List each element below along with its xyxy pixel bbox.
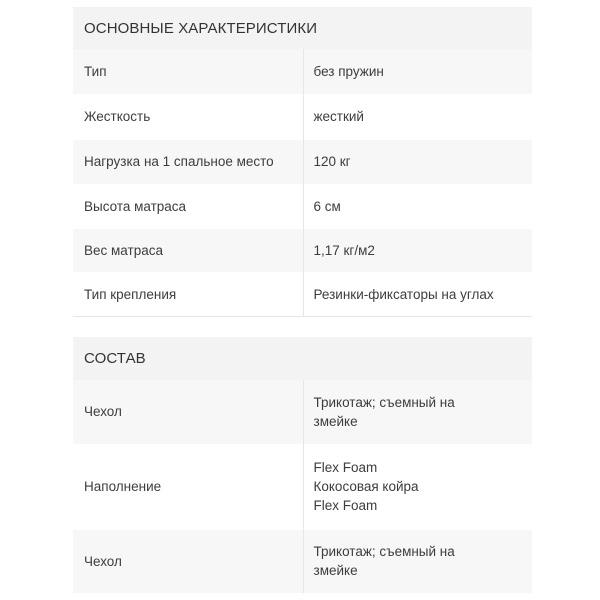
value-line: Трикотаж; съемный на (313, 544, 455, 560)
section-title: СОСТАВ (84, 350, 146, 367)
main-specs-table (73, 49, 532, 316)
table-row (73, 184, 532, 228)
table-row (73, 380, 532, 444)
table-row (73, 139, 532, 184)
row-value: 1,17 кг/м2 (303, 228, 532, 272)
row-label: Чехол (73, 529, 303, 593)
value-line: Трикотаж; съемный на (313, 394, 455, 410)
row-value (303, 444, 532, 529)
value-line: Flex Foam (313, 460, 378, 475)
row-label: Жесткость (73, 94, 303, 139)
section-header-composition (73, 337, 532, 380)
value-line: змейке (313, 413, 358, 429)
row-label: Высота матраса (73, 184, 303, 228)
value-line: Flex Foam (313, 498, 378, 513)
table-row (73, 94, 532, 139)
table-row (73, 444, 532, 529)
table-row (73, 272, 532, 316)
row-label: Тип крепления (73, 272, 303, 316)
row-value (303, 529, 532, 593)
value-line: змейке (313, 563, 358, 579)
table-row (73, 228, 532, 272)
row-value: Резинки-фиксаторы на углах (303, 272, 532, 316)
section-divider (73, 316, 532, 317)
row-value: без пружин (303, 49, 532, 94)
table-row (73, 529, 532, 593)
section-title: ОСНОВНЫЕ ХАРАКТЕРИСТИКИ (84, 19, 318, 37)
row-value: 120 кг (303, 139, 532, 184)
table-row (73, 49, 532, 94)
row-value (303, 380, 532, 444)
row-label: Нагрузка на 1 спальное место (73, 139, 303, 184)
row-label: Тип (73, 49, 303, 94)
row-value: 6 см (303, 184, 532, 228)
row-value: жесткий (303, 94, 532, 139)
section-header-main-specs (73, 7, 532, 49)
composition-table (73, 380, 532, 593)
value-line: Кокосовая койра (313, 479, 419, 494)
row-label: Чехол (73, 380, 303, 444)
row-label: Вес матраса (73, 228, 303, 272)
row-label: Наполнение (73, 444, 303, 529)
